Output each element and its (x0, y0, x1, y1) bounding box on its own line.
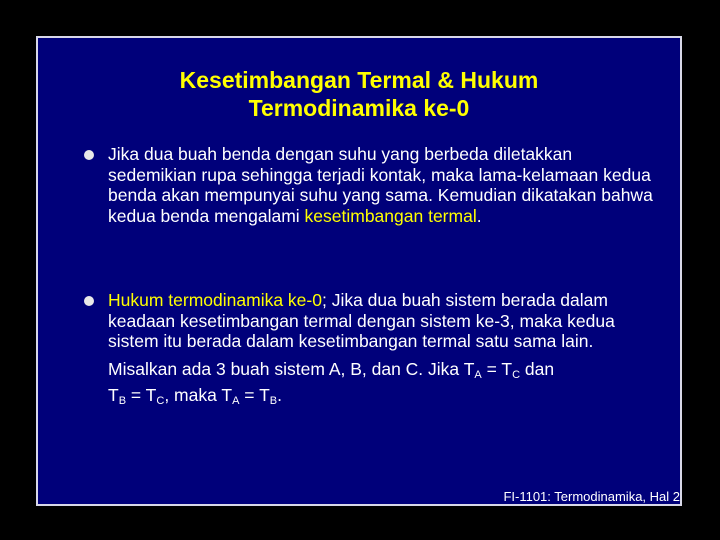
title-line-1: Kesetimbangan Termal & Hukum (179, 67, 539, 93)
bullet-1-body: Jika dua buah benda dengan suhu yang berbeda diletakkan sedemikian rupa sehingga terjadi kontak, maka lama-kelamaan kedua benda akan mempunyai suhu yang sama. Kemudian dikatakan bahwa kedua benda mengalami (108, 144, 653, 226)
example-line-1 (108, 356, 656, 382)
example-text: T (108, 384, 119, 405)
example-text: . (277, 384, 282, 405)
bullet-1-highlight: kesetimbangan termal (304, 205, 477, 226)
example-text: = T (481, 358, 513, 379)
bullet-2-highlight: Hukum termodinamika ke-0 (108, 290, 322, 310)
example-text: = T (126, 384, 157, 405)
subscript: C (512, 368, 521, 381)
bullet-1-end: . (476, 205, 482, 226)
subscript: A (232, 394, 240, 407)
subscript: A (474, 368, 482, 381)
bullet-2-example (108, 356, 656, 408)
subscript: B (269, 394, 278, 407)
example-text: , maka T (164, 384, 233, 405)
bullet-1-text (108, 144, 656, 226)
subscript: B (118, 394, 127, 407)
example-text: = T (239, 384, 270, 405)
bullet-item-1 (86, 144, 656, 226)
example-line-2 (108, 382, 656, 408)
slide-footer: FI-1101: Termodinamika, Hal 2 (503, 489, 680, 504)
example-text: dan (520, 358, 555, 379)
bullet-2-text (108, 290, 656, 408)
bullet-2-body: ; Jika dua buah sistem berada dalam keadaan kesetimbangan termal dengan sistem ke-3, maka kedua sistem itu berada dalam kesetimbangan termal satu sama lain. (108, 290, 615, 351)
bullet-2-statement (108, 290, 656, 352)
bullet-dot-icon (84, 150, 94, 160)
example-text: Misalkan ada 3 buah sistem A, B, dan C. Jika T (108, 358, 475, 379)
title-line-2: Termodinamika ke-0 (248, 95, 470, 121)
bullet-dot-icon (84, 296, 94, 306)
slide-title (38, 66, 680, 122)
slide (36, 36, 682, 506)
subscript: C (156, 394, 165, 407)
bullet-item-2 (86, 290, 656, 408)
